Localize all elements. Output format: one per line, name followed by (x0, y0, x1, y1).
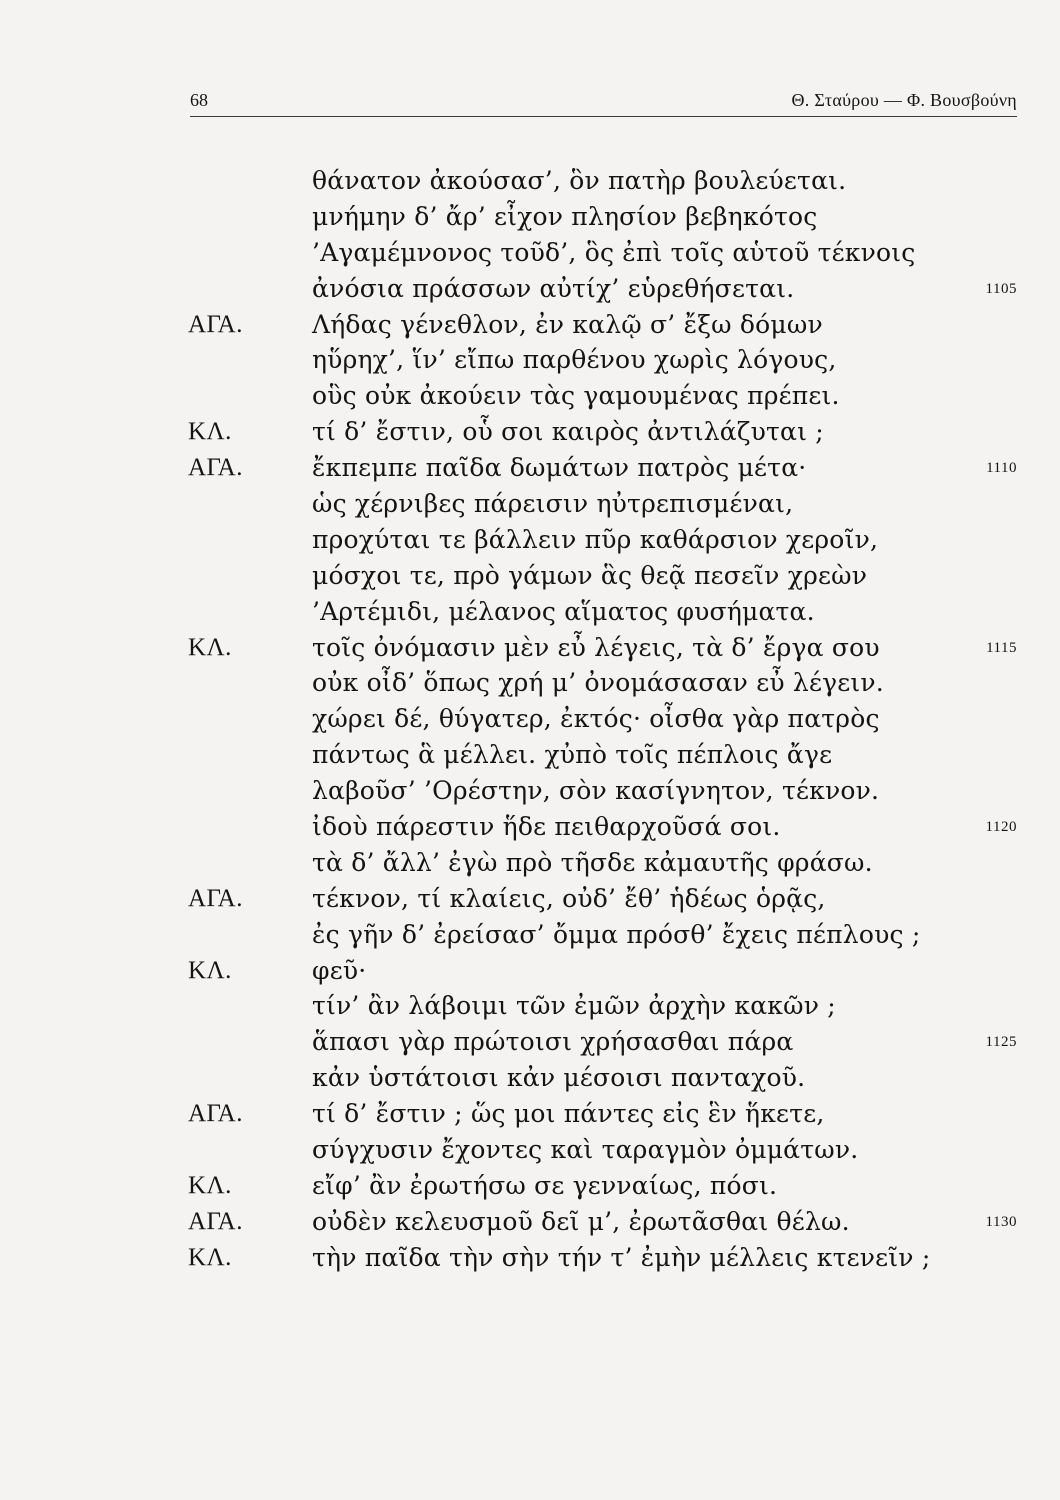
verse-line-text: ἀνόσια πράσσων αὐτίχ’ εὑρεθήσεται. (312, 273, 795, 303)
verse-line-text: εἴφ’ ἂν ἐρωτήσω σε γενναίως, πόσι. (312, 1170, 778, 1200)
line-number: 1120 (985, 819, 1017, 836)
verse-line (0, 486, 1060, 522)
verse-line (0, 1096, 1060, 1132)
verse-line (0, 271, 1060, 307)
speaker-label: ΑΓΑ. (188, 1207, 243, 1235)
verse-line-text: τοῖς ὀνόμασιν μὲν εὖ λέγεις, τὰ δ’ ἔργα σου (312, 632, 880, 662)
verse-line (0, 163, 1060, 199)
verse-line (0, 1168, 1060, 1204)
verse-line-text: θάνατον ἀκούσασ’, ὃν πατὴρ βουλεύεται. (312, 166, 847, 195)
verse-line (0, 701, 1060, 737)
verse-line-text: ὡς χέρνιβες πάρεισιν ηὐτρεπισμέναι, (312, 489, 794, 519)
line-number: 1125 (985, 1034, 1017, 1051)
verse-line (0, 1060, 1060, 1096)
verse-line (0, 917, 1060, 953)
verse-line (0, 1024, 1060, 1060)
verse-line-text: σύγχυσιν ἔχοντες καὶ ταραγμὸν ὀμμάτων. (312, 1135, 859, 1165)
verse-line (0, 342, 1060, 378)
verse-line-text: χώρει δέ, θύγατερ, ἐκτός· οἶσθα γὰρ πατρὸς (312, 704, 880, 734)
verse-line-text: ’Αρτέμιδι, μέλανος αἵματος φυσήματα. (312, 596, 815, 626)
verse-line-text: τὴν παῖδα τὴν σὴν τήν τ’ ἐμὴν μέλλεις κτενεῖν ; (312, 1242, 931, 1272)
verse-line (0, 988, 1060, 1024)
verse-line (0, 235, 1060, 271)
verse-line-text: τίν’ ἂν λάβοιμι τῶν ἐμῶν ἀρχὴν κακῶν ; (312, 991, 836, 1021)
verse-line (0, 737, 1060, 773)
line-number: 1105 (985, 280, 1017, 297)
running-head: Θ. Σταύρου — Φ. Βουσβούνη (791, 90, 1017, 110)
verse-line-text: φεῦ· (312, 955, 367, 985)
verse-line (0, 594, 1060, 630)
verse-line (0, 307, 1060, 343)
verse-line-text: λαβοῦσ’ ’Ορέστην, σὸν κασίγνητον, τέκνον. (312, 776, 880, 806)
line-number: 1110 (986, 460, 1017, 477)
line-number: 1115 (986, 639, 1017, 656)
verse-line (0, 809, 1060, 845)
speaker-label: ΑΓΑ. (188, 884, 243, 912)
verse-line-text: μόσχοι τε, πρὸ γάμων ἃς θεᾷ πεσεῖν χρεὼν (312, 560, 868, 590)
verse-line (0, 1132, 1060, 1168)
verse-line (0, 522, 1060, 558)
speaker-label: ΑΓΑ. (188, 1100, 243, 1128)
speaker-label: ΑΓΑ. (188, 310, 243, 338)
speaker-label: ΑΓΑ. (188, 454, 243, 482)
verse-line-text: πάντως ἃ μέλλει. χὐπὸ τοῖς πέπλοις ἄγε (312, 740, 833, 770)
speaker-label: ΚΛ. (188, 1243, 232, 1271)
speaker-label: ΚΛ. (188, 633, 232, 661)
verse-line (0, 630, 1060, 666)
verse-text-body (0, 163, 1060, 1276)
verse-line-text: ἔκπεμπε παῖδα δωμάτων πατρὸς μέτα· (312, 453, 807, 483)
verse-line-text: μνήμην δ’ ἄρ’ εἶχον πλησίον βεβηκότος (312, 201, 818, 231)
verse-line-text: ἅπασι γὰρ πρώτοισι χρήσασθαι πάρα (312, 1027, 794, 1057)
verse-line-text: οὐκ οἶδ’ ὅπως χρή μ’ ὀνομάσασαν εὖ λέγειν. (312, 668, 884, 698)
verse-line-text: τὰ δ’ ἄλλ’ ἐγὼ πρὸ τῆσδε κἀμαυτῆς φράσω. (312, 847, 873, 877)
verse-line-text: προχύται τε βάλλειν πῦρ καθάρσιον χεροῖν, (312, 524, 879, 554)
verse-line-text: τί δ’ ἔστιν ; ὥς μοι πάντες εἰς ἓν ἥκετε, (312, 1099, 825, 1129)
verse-line-text: οὓς οὐκ ἀκούειν τὰς γαμουμένας πρέπει. (312, 381, 840, 411)
verse-line (0, 773, 1060, 809)
verse-line (0, 558, 1060, 594)
verse-line-text: ’Αγαμέμνονος τοῦδ’, ὃς ἐπὶ τοῖς αὑτοῦ τέκνοις (312, 237, 916, 267)
verse-line (0, 665, 1060, 701)
verse-line (0, 881, 1060, 917)
page-number: 68 (190, 90, 208, 110)
verse-line (0, 414, 1060, 450)
line-number: 1130 (985, 1213, 1017, 1230)
verse-line (0, 1240, 1060, 1276)
verse-line-text: ηὕρηχ’, ἵν’ εἴπω παρθένου χωρὶς λόγους, (312, 345, 837, 375)
verse-line-text: τέκνον, τί κλαίεις, οὐδ’ ἔθ’ ἡδέως ὁρᾷς, (312, 883, 826, 913)
verse-line-text: οὐδὲν κελευσμοῦ δεῖ μ’, ἐρωτᾶσθαι θέλω. (312, 1206, 850, 1236)
page-header (190, 88, 1017, 117)
verse-line-text: ἰδοὺ πάρεστιν ἥδε πειθαρχοῦσά σοι. (312, 812, 781, 842)
speaker-label: ΚΛ. (188, 956, 232, 984)
verse-line (0, 1204, 1060, 1240)
verse-line-text: ἐς γῆν δ’ ἐρείσασ’ ὄμμα πρόσθ’ ἔχεις πέπλους ; (312, 919, 921, 949)
verse-line-text: κἀν ὑστάτοισι κἀν μέσοισι πανταχοῦ. (312, 1063, 806, 1093)
verse-line (0, 450, 1060, 486)
verse-line-text: Λήδας γένεθλον, ἐν καλῷ σ’ ἔξω δόμων (312, 309, 823, 339)
verse-line (0, 199, 1060, 235)
speaker-label: ΚΛ. (188, 1171, 232, 1199)
verse-line (0, 845, 1060, 881)
verse-line (0, 953, 1060, 989)
speaker-label: ΚΛ. (188, 418, 232, 446)
verse-line (0, 378, 1060, 414)
verse-line-text: τί δ’ ἔστιν, οὗ σοι καιρὸς ἀντιλάζυται ; (312, 417, 824, 447)
